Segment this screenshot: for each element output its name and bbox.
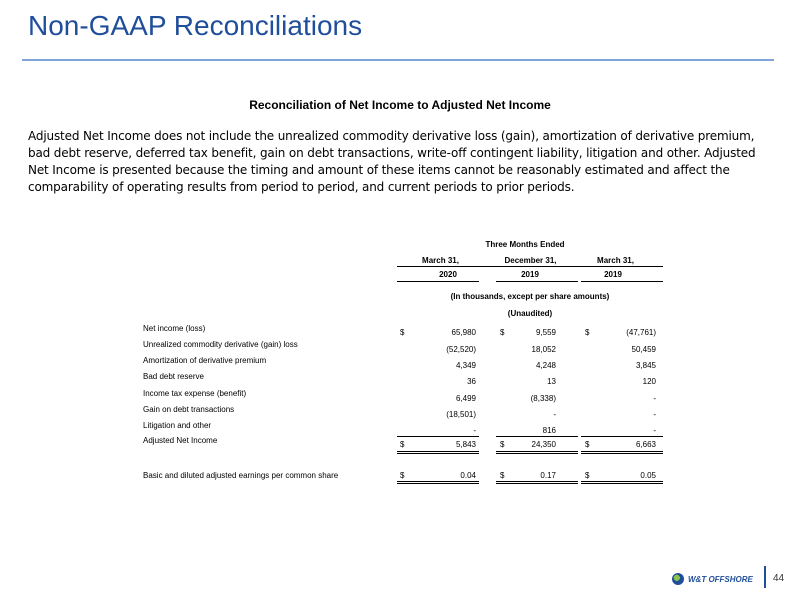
subtotal-rule-3 [581,436,663,437]
col-2-month: December 31, [504,256,557,265]
header-rule [397,266,663,267]
row-label: Gain on debt transactions [143,405,235,414]
row-label: Litigation and other [143,421,212,430]
audit-note: (Unaudited) [507,309,553,318]
total-double-rule-1 [397,451,479,454]
cell-value: 0.04 [460,471,476,480]
footer-divider [764,566,766,588]
row-label: Income tax expense (benefit) [143,389,247,398]
currency-symbol: $ [400,328,405,337]
year-rule-2 [496,281,578,282]
cell-value: 0.17 [540,471,556,480]
row-label: Adjusted Net Income [143,436,218,445]
col-1-month: March 31, [422,256,459,265]
col-2-year: 2019 [521,270,539,279]
cell-value: 50,459 [631,345,656,354]
total-double-rule-3 [581,451,663,454]
section-description: Adjusted Net Income does not include the unrealized commodity derivative loss (gain), amortization of derivative premium, bad debt reserve, deferred tax benefit, gain on debt transactions, write-off contingent liability, litigation and other. Adjusted Net Income is presented because the timing and amount of these items cannot be reasonably estimated and affect the comparability of operating results from period to period, and current periods to prior periods. [28,129,756,194]
currency-symbol: $ [585,471,590,480]
cell-value: (8,338) [530,394,556,403]
cell-value: 6,663 [635,440,656,449]
cell-value: (52,520) [446,345,476,354]
cell-value: - [553,410,556,419]
row-label: Bad debt reserve [143,372,204,381]
eps-double-rule-3 [581,481,663,484]
eps-double-rule-2 [496,481,578,484]
section-subtitle: Reconciliation of Net Income to Adjusted Net Income [249,98,551,112]
cell-value: (47,761) [626,328,656,337]
page-number: 44 [773,573,785,584]
cell-value: 0.05 [640,471,656,480]
currency-symbol: $ [500,471,505,480]
period-header: Three Months Ended [485,240,565,249]
cell-value: 816 [542,426,556,435]
year-rule-1 [397,281,479,282]
company-logo [672,572,753,586]
cell-value: 9,559 [535,328,556,337]
title-divider [22,59,774,61]
row-label: Basic and diluted adjusted earnings per common share [143,471,339,480]
total-double-rule-2 [496,451,578,454]
eps-double-rule-1 [397,481,479,484]
row-label: Amortization of derivative premium [143,356,267,365]
page-title: Non-GAAP Reconciliations [28,10,363,41]
year-rule-3 [581,281,663,282]
cell-value: (18,501) [446,410,476,419]
cell-value: 3,845 [635,361,656,370]
currency-symbol: $ [500,440,505,449]
cell-value: 65,980 [451,328,476,337]
col-3-month: March 31, [597,256,634,265]
col-3-year: 2019 [604,270,622,279]
subtotal-rule-2 [496,436,578,437]
row-label: Unrealized commodity derivative (gain) loss [143,340,298,349]
currency-symbol: $ [585,440,590,449]
logo-text: W&T OFFSHORE [688,574,753,584]
cell-value: 36 [467,377,476,386]
currency-symbol: $ [500,328,505,337]
currency-symbol: $ [585,328,590,337]
cell-value: - [653,410,656,419]
cell-value: 120 [642,377,656,386]
cell-value: 4,349 [455,361,476,370]
cell-value: 4,248 [535,361,556,370]
cell-value: - [653,426,656,435]
logo-mark-icon [672,573,684,585]
cell-value: 6,499 [455,394,476,403]
row-label: Net income (loss) [143,324,206,333]
cell-value: 18,052 [531,345,556,354]
cell-value: 13 [547,377,556,386]
currency-symbol: $ [400,440,405,449]
cell-value: - [653,394,656,403]
cell-value: 24,350 [531,440,556,449]
subtotal-rule-1 [397,436,479,437]
cell-value: - [473,426,476,435]
cell-value: 5,843 [455,440,476,449]
currency-symbol: $ [400,471,405,480]
col-1-year: 2020 [439,270,457,279]
units-note: (In thousands, except per share amounts) [450,292,610,301]
